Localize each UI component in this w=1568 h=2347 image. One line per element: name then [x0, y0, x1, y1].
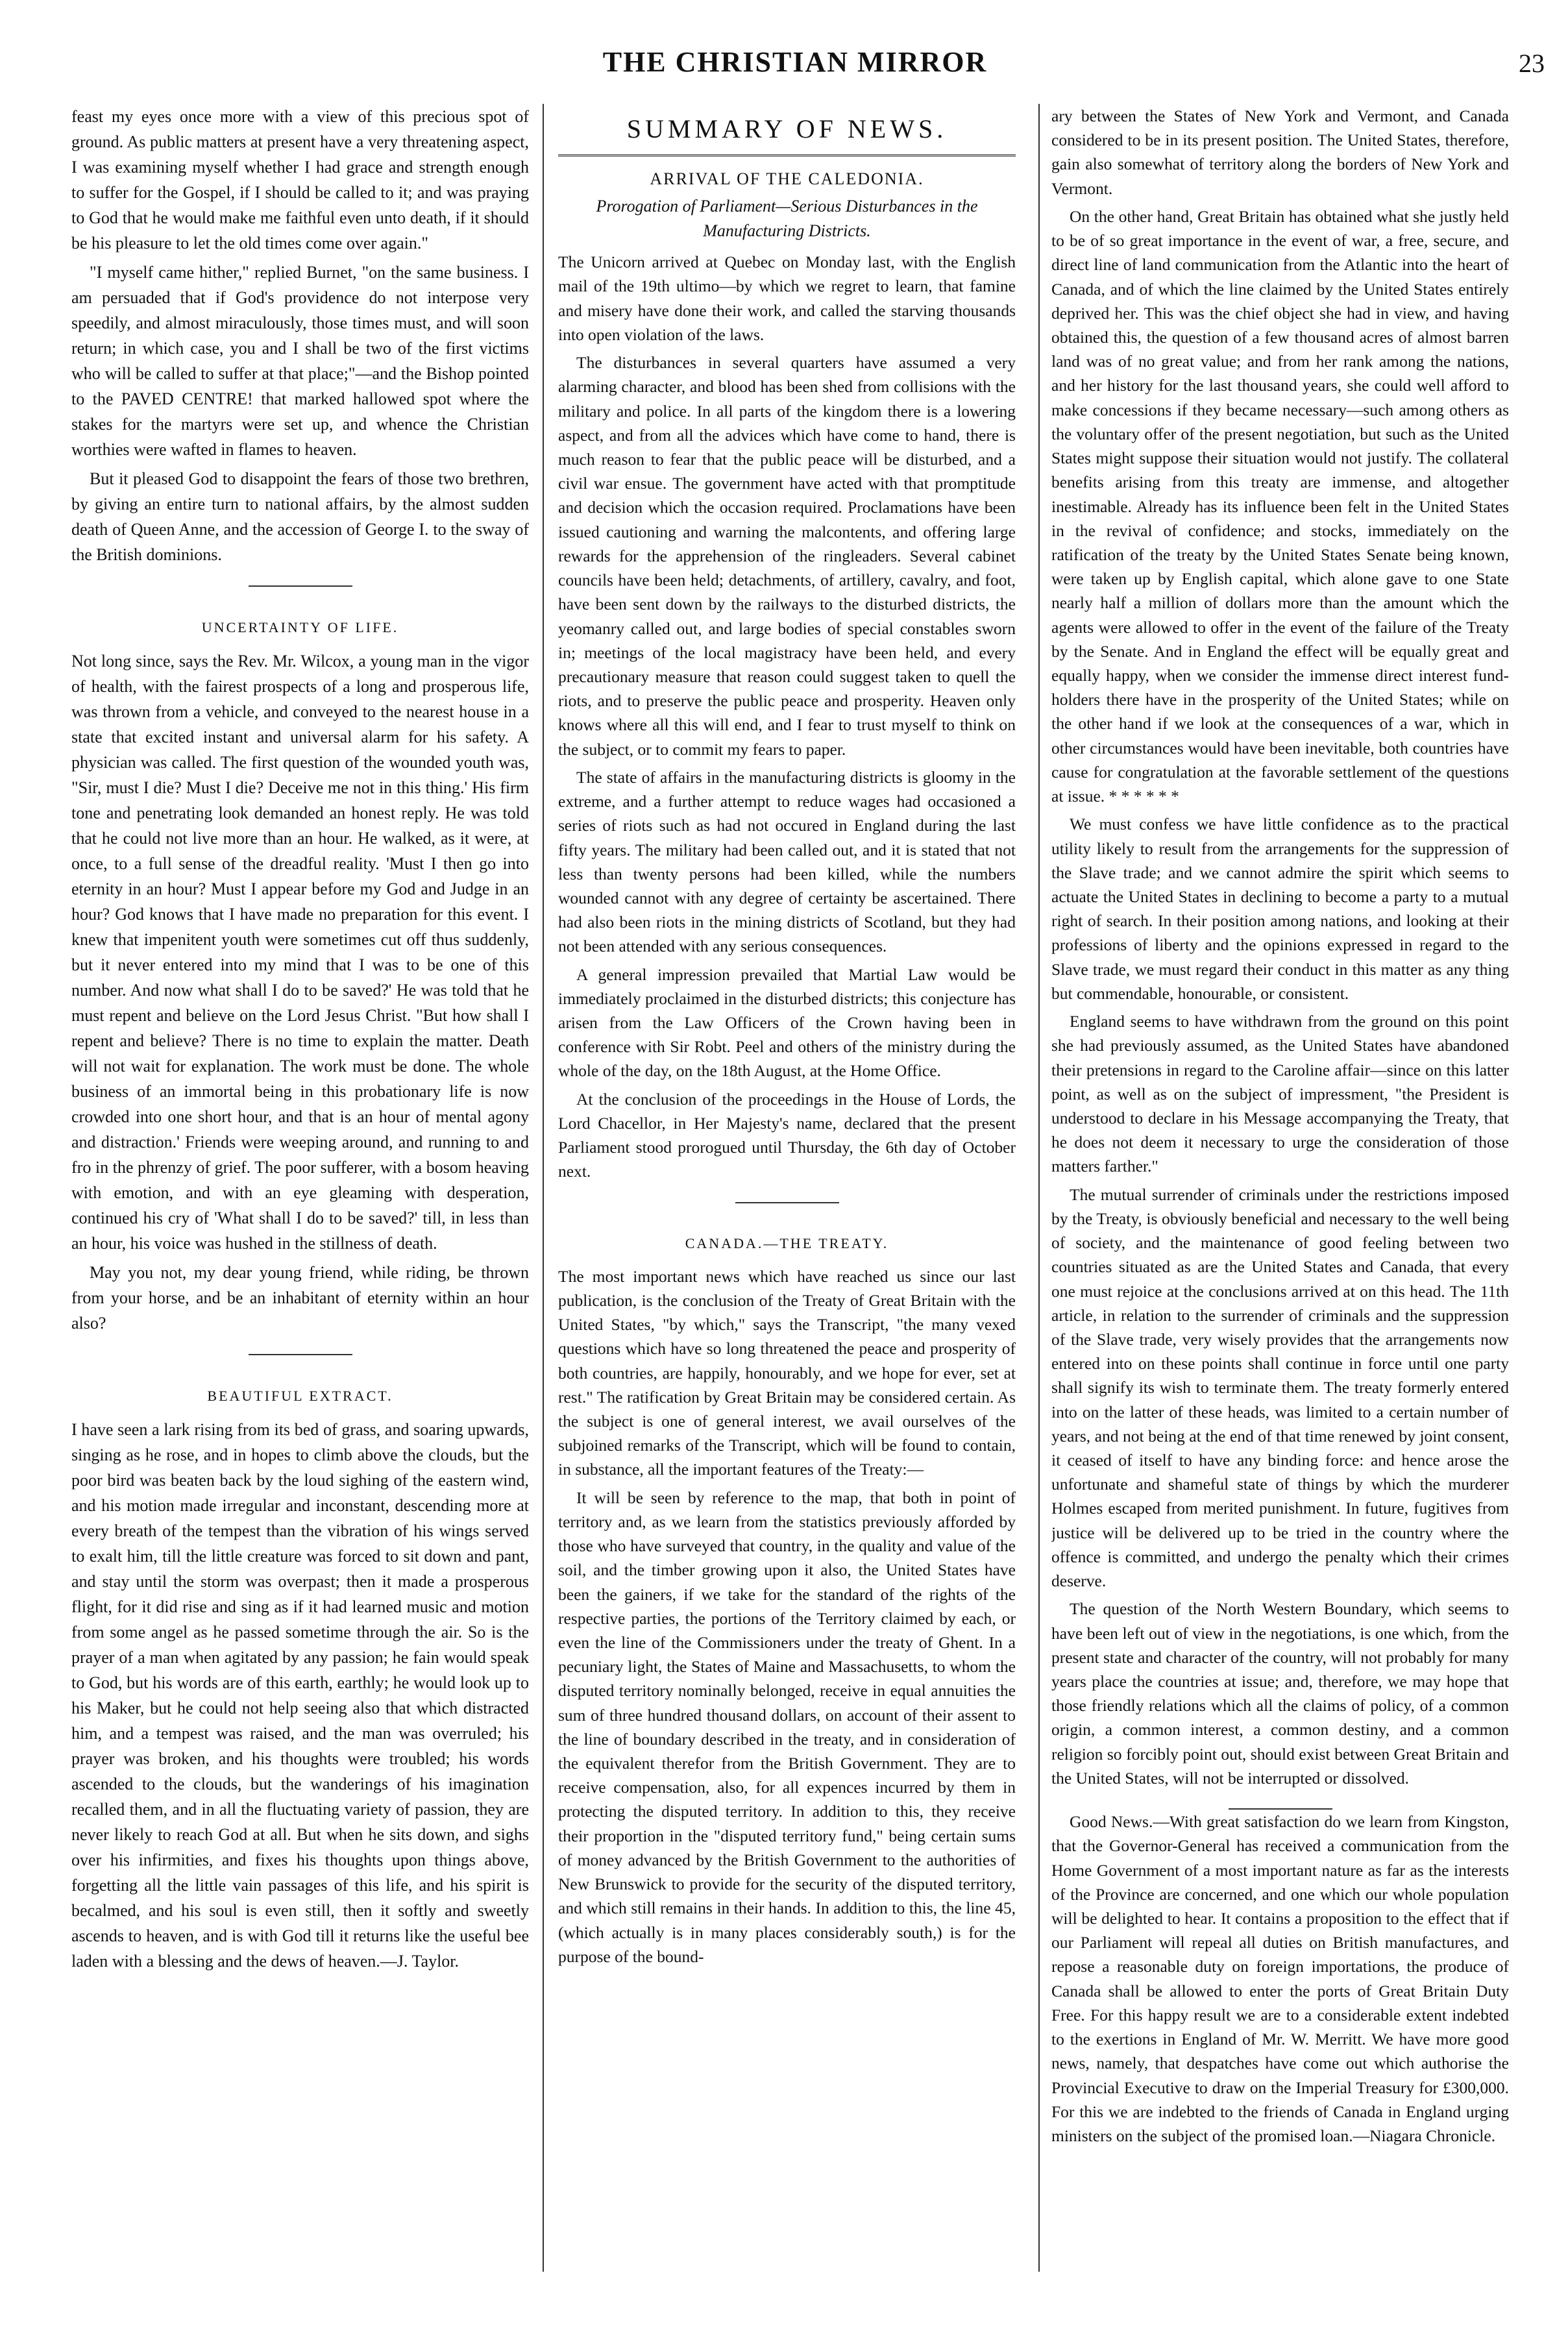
- column-middle: [558, 104, 1016, 2278]
- masthead-title: THE CHRISTIAN MIRROR: [602, 46, 988, 78]
- section-subheading: Prorogation of Parliament—Serious Disturbances in the Manufacturing Districts.: [596, 197, 978, 241]
- article-paragraph: Not long since, says the Rev. Mr. Wilcox, a young man in the vigor of health, with the fairest prospects of a long and prosperous life, was thrown from a vehicle, and conveyed to the nearest house in a state that excited instant and universal alarm for his safety. A physician was called. The first question of the wounded youth was, "Sir, must I die? Must I die? Deceive me not in this thing.' His firm tone and penetrating look demanded an honest reply. He was told that he could not live more than an hour. He walked, as it were, at once, to a full sense of the dreadful reality. 'Must I then go into eternity in an hour? Must I appear before my God and Judge in an hour? God knows that I have made no preparation for this event. I knew that impenitent youth were sometimes cut off thus suddenly, but it never entered into my mind that I was to be one of this number. And now what shall I do to be saved?' He was told that he must repent and believe on the Lord Jesus Christ. "But how shall I repent and believe? There is no time to explain the matter. Death will not wait for explanation. The work must be done. The whole business of an immortal being in this probationary life is now crowded into one short hour, and that is an hour of mental agony and distraction.' Friends were weeping around, and running to and fro in the phrenzy of grief. The poor sufferer, with a bosom heaving with emotion, and with an eye gleaming with desperation, continued his cry of 'What shall I do to be saved?' till, in less than an hour, his voice was hushed in the stillness of death.: [71, 652, 529, 1253]
- summary-heading: SUMMARY OF NEWS.: [558, 110, 1016, 156]
- article-paragraph: Good News.—With great satisfaction do we learn from Kingston, that the Governor-General has received a communication from the Home Government of a most important nature as far as the interests of the Province are concerned, and one which our whole population will be delighted to hear. It contains a proposition to the effect that if our Parliament will repeal all duties on British manufactures, and repose a reasonable duty on foreign importations, the produce of Canada shall be allowed to enter the ports of Great Britain Duty Free. For this happy result we are to a considerable extent indebted to the exertions in England of Mr. W. Merritt. We have more good news, namely, that despatches have come out which authorise the Provincial Executive to draw on the Imperial Treasury for £300,000. For this we are indebted to the friends of Canada in England urging ministers on the subject of the promised loan.—Niagara Chronicle.: [1051, 1812, 1509, 2145]
- section-heading: UNCERTAINTY OF LIFE.: [201, 619, 399, 635]
- article-paragraph: A general impression prevailed that Martial Law would be immediately proclaimed in the disturbed districts; this conjecture has arisen from the Law Officers of the Crown having been in conference with Sir Robt. Peel and others of the ministry during the whole of the day, on the 18th August, at the Home Office.: [558, 965, 1016, 1081]
- section-divider: [249, 1354, 352, 1355]
- section-heading: CANADA.—THE TREATY.: [685, 1235, 889, 1251]
- column-right: [1051, 104, 1509, 2278]
- article-paragraph: May you not, my dear young friend, while riding, be thrown from your horse, and be an inhabitant of eternity within an hour also?: [71, 1263, 529, 1333]
- section-heading: ARRIVAL OF THE CALEDONIA.: [650, 169, 924, 189]
- article-paragraph: The most important news which have reached us since our last publication, is the conclusion of the Treaty of Great Britain with the United States, "by which," says the Transcript, "the many vexed questions which have so long threatened the peace and prosperity of both countries, are happily, honourably, and we hope for ever, set at rest." The ratification by Great Britain may be considered certain. As the subject is one of general interest, we avail ourselves of the subjoined remarks of the Transcript, which will be found to contain, in substance, all the important features of the Treaty:—: [558, 1266, 1016, 1479]
- section-divider: [735, 1202, 839, 1203]
- page-header: [39, 45, 1551, 84]
- article-paragraph: The Unicorn arrived at Quebec on Monday last, with the English mail of the 19th ultimo—by which we regret to learn, that famine and misery have done their work, and called the starving thousands into open violation of the laws.: [558, 252, 1016, 344]
- article-paragraph: The question of the North Western Boundary, which seems to have been left out of view in the negotiations, is one which, from the present state and character of the country, will not probably for many years place the countries at issue; and, therefore, we may hope that those friendly relations which all the claims of policy, of a common origin, a common interest, a common destiny, and a common religion so forcibly point out, should exist between Great Britain and the United States, will not be interrupted or dissolved.: [1051, 1599, 1509, 1788]
- article-paragraph: It will be seen by reference to the map, that both in point of territory and, as we learn from the statistics previously afforded by those who have surveyed that country, in the quality and value of the soil, and the timber growing upon it also, the United States have been the gainers, if we take for the standard of the rights of the respective parties, the portions of the Territory claimed by each, or even the line of the Commissioners under the treaty of Ghent. In a pecuniary light, the States of Maine and Massachusetts, to whom the disputed territory nominally belonged, receive in equal annuities the sum of three hundred thousand dollars, on account of their assent to the line of boundary described in the treaty, and in consideration of the equivalent therefor from the British Government. They are to receive compensation, also, for all expences incurred by them in protecting the disputed territory. In addition to this, they receive their proportion in the "disputed territory fund," being certain sums of money advanced by the British Government to the authorities of New Brunswick to provide for the security of the disputed territory, and which still remains in their hands. In addition to this, the line 45, (which actually is in many places considerably south,) is for the purpose of the bound-: [558, 1488, 1016, 1966]
- article-paragraph: ary between the States of New York and Vermont, and Canada considered to be in its present position. The United States, therefore, gain also somewhat of territory along the borders of New York and Vermont.: [1051, 106, 1509, 198]
- section-divider: [249, 585, 352, 587]
- column-divider: [543, 104, 544, 2272]
- article-paragraph: The mutual surrender of criminals under the restrictions imposed by the Treaty, is obviously beneficial and necessary to the well being of society, and the maintenance of good feeling between two countries situated as are the United States and Canada, that every one must rejoice at the conclusions arrived at on this head. The 11th article, in relation to the surrender of criminals and the suppression of the Slave trade, very wisely provides that the arrangements now entered into on these points shall continue in force until one party shall signify its wish to terminate them. The treaty formerly entered into on the latter of these heads, was limited to a certain number of years, and not being at the end of that time renewed by joint consent, it ceased of itself to have any binding force: and hence arose the unfortunate and shameful state of things by which the murderer Holmes escaped from merited punishment. In future, fugitives from justice will be delivered up to be tried in the country where the offence is committed, and undergo the penalty which their crimes deserve.: [1051, 1185, 1509, 1591]
- article-paragraph: We must confess we have little confidence as to the practical utility likely to result from the arrangements for the suppression of the Slave trade; and we cannot admire the spirit which seems to actuate the United States in declining to become a party to a mutual right of search. In their position among nations, and looking at their professions of liberty and the opinions expressed in regard to the Slave trade, we must regard their conduct in this matter as any thing but commendable, honourable, or consistent.: [1051, 815, 1509, 1003]
- article-paragraph: At the conclusion of the proceedings in the House of Lords, the Lord Chacellor, in Her Majesty's name, declared that the present Parliament stood prorogued until Thursday, the 6th day of October next.: [558, 1089, 1016, 1181]
- article-paragraph: On the other hand, Great Britain has obtained what she justly held to be of so great importance in the event of war, a free, secure, and direct line of land communication from the Atlantic into the heart of Canada, and of which the line claimed by the United States entirely deprived her. This was the chief object she had in view, and having obtained this, the question of a few thousand acres of almost barren land was of no great value; and from her rank among the nations, and her history for the last thousand years, she could well afford to make concessions if they became necessary—such among others as the voluntary offer of the present negotiation, but such as the United States might suppose their situation would not justify. The collateral benefits arising from this treaty are immense, and altogether inestimable. Already has its influence been felt in the United States in the revival of confidence; and stocks, immediately on the ratification of the treaty by the United States Senate being known, were taken up by English capital, which alone gave to one State nearly half a million of dollars more than the amount which the agents were allowed to offer in the event of the failure of the Treaty by the Senate. And in England the effect will be equally great and equally happy, when we consider the immense direct interest fund-holders there have in the prosperity of the United States; while on the other hand if we look at the consequences of a war, which in other circumstances would have been inevitable, both countries have cause for congratulation at the favorable settlement of the questions at issue. * * * * * *: [1051, 206, 1509, 806]
- article-paragraph: England seems to have withdrawn from the ground on this point she had previously assumed, as the United States have abandoned their pretensions in regard to the Caroline affair—since on this latter point, as well as on the subject of impressment, "the President is understood to declare in his Message accompanying the Treaty, that he does not deem it necessary to urge the consideration of those matters farther.": [1051, 1012, 1509, 1176]
- article-paragraph: "I myself came hither," replied Burnet, "on the same business. I am persuaded that if God's providence do not interpose very speedily, and almost miraculously, those times must, and will soon return; in which case, you and I shall be two of the first victims who will be called to suffer at that place;"—and the Bishop pointed to the PAVED CENTRE! that marked hallowed spot where the stakes for the martyrs were set up, and whence the Christian worthies were wafted in flames to heaven.: [71, 263, 529, 459]
- column-left: [71, 104, 529, 2278]
- section-heading: BEAUTIFUL EXTRACT.: [207, 1388, 393, 1404]
- article-paragraph: The state of affairs in the manufacturing districts is gloomy in the extreme, and a further attempt to reduce wages had occasioned a series of riots such as had not occured in England during the last fifty years. The military had been called out, and it is stated that not less than twenty persons had been killed, while the numbers wounded cannot with any degree of certainty be ascertained. There had also been riots in the mining districts of Scotland, but they had not been attended with any serious consequences.: [558, 767, 1016, 956]
- article-paragraph: feast my eyes once more with a view of this precious spot of ground. As public matters at present have a very threatening aspect, I was examining myself whether I had grace and strength enough to suffer for the Gospel, if I should be called to it; and was praying to God that he would make me faithful even unto death, if it should be his pleasure to let the old times come over again.": [71, 107, 529, 252]
- article-paragraph: I have seen a lark rising from its bed of grass, and soaring upwards, singing as he rose, and in hopes to climb above the clouds, but the poor bird was beaten back by the loud sighing of the eastern wind, and his motion made irregular and inconstant, descending more at every breath of the tempest than the vibration of his wings served to exalt him, till the little creature was forced to sit down and pant, and stay until the storm was overpast; then it made a prosperous flight, for it did rise and sing as if it had learned music and motion from some angel as he passed sometime through the air. So is the prayer of a man when agitated by any passion; he fain would speak to God, but his words are of this earth, earthly; he would look up to his Maker, but he could not help seeing also that which distracted him, and a tempest was raised, and the man was overruled; his prayer was broken, and his thoughts were troubled; his words ascended to the clouds, but the wanderings of his imagination recalled them, and in all the fluctuating variety of passion, they are never likely to reach God at all. But when he sits down, and sighs over his infirmities, and fixes his thoughts upon things above, forgetting all the little vain passages of this life, and his spirit is becalmed, and his soul is even still, then it softly and sweetly ascends to heaven, and is with God till it returns like the useful bee laden with a blessing and the dews of heaven.—J. Taylor.: [71, 1420, 529, 1971]
- column-divider: [1038, 104, 1040, 2272]
- article-paragraph: The disturbances in several quarters have assumed a very alarming character, and blood has been shed from collisions with the military and police. In all parts of the kingdom there is a lowering aspect, and from all the advices which have come to hand, there is much reason to fear that the public peace will be disturbed, and a civil war ensue. The government have acted with that promptitude and decision which the occasion required. Proclamations have been issued cautioning and warning the malcontents, and offering large rewards for the apprehension of the ringleaders. Several cabinet councils have been held; detachments, of artillery, cavalry, and foot, have been sent down by the railways to the disturbed districts, the yeomanry called out, and large bodies of special constables sworn in; meetings of the local magistracy have been held, and every precautionary measure that reason could suggest taken to quell the riots, and to preserve the public peace and prosperity. Heaven only knows where all this will end, and I fear to trust myself to think on the subject, or to commit my fears to paper.: [558, 353, 1016, 759]
- article-paragraph: But it pleased God to disappoint the fears of those two brethren, by giving an entire turn to national affairs, by the almost sudden death of Queen Anne, and the accession of George I. to the sway of the British dominions.: [71, 469, 529, 564]
- page-number: 23: [1519, 49, 1545, 78]
